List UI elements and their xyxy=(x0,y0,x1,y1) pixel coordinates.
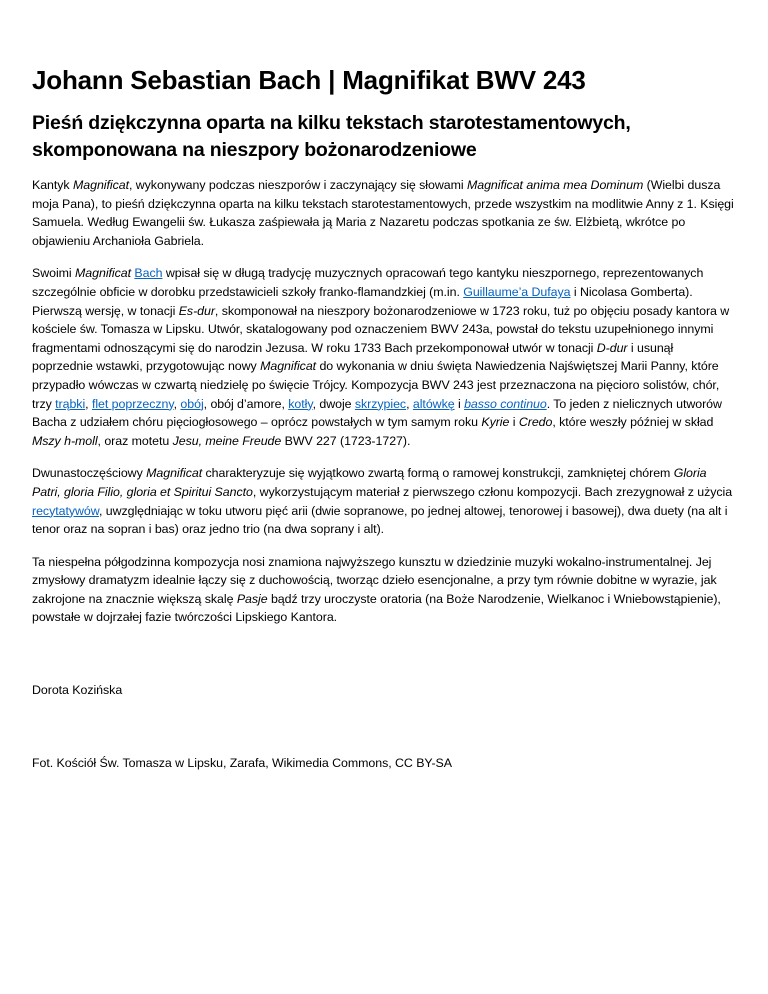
italic-run: Pasje xyxy=(236,591,268,606)
author-name: Dorota Kozińska xyxy=(32,683,123,698)
text-run: do wykonania w dniu święta Nawiedzenia Najświętszej Marii Panny, które przypadło wówczas w czwartą niedzielę po święcie Trójcy. Kompozycja BWV 243 jest przeznaczona na pięcioro solistów, chór, trzy xyxy=(32,359,720,411)
text-run: , xyxy=(406,396,413,411)
text-run: bądź trzy uroczyste oratoria (na Boże Narodzenie, Wielkanoc i Wniebowstąpienie), powstałe w dojrzałej fazie twórczości Lipskiego Kantora. xyxy=(32,591,721,625)
paragraph-history xyxy=(32,264,736,450)
text-run: , obój d’amore, xyxy=(203,396,289,411)
link-violins[interactable]: skrzypiec xyxy=(354,396,407,411)
text-run: wpisał się w długą tradycję muzycznych opracowań tego kantyku nieszpornego, reprezentowanych szczególnie obficie w dorobku przedstawicieli szkoły franko-flamandzkiej (m.in. xyxy=(32,266,704,299)
text-run: Kantyk xyxy=(32,178,73,192)
italic-run: Magnificat xyxy=(75,266,132,281)
text-run: , uwzględniając w toku utworu pięć arii (dwie sopranowe, po jednej altowej, tenorowej i basowej), dwa duety (na alt i tenor oraz na sopran i bas) oraz jedno trio (na dwa soprany i alt). xyxy=(32,503,728,537)
link-bach[interactable]: Bach xyxy=(134,266,163,281)
italic-run: Kyrie xyxy=(481,415,510,430)
link-dufay[interactable]: Guillaume’a Dufaya xyxy=(463,284,571,299)
paragraph-intro xyxy=(32,176,736,250)
italic-run: D-dur xyxy=(596,340,628,355)
document-subtitle: Pieśń dziękczynna oparta na kilku tekstach starotestamentowych, skomponowana na nieszpory bożonarodzeniowe xyxy=(32,112,631,161)
paragraph-structure xyxy=(32,464,736,538)
text-run: , xyxy=(85,396,92,411)
text-run: . To jeden z nielicznych utworów Bacha z udziałem chóru pięciogłosowego – oprócz powstałych w tym samym roku xyxy=(32,396,722,430)
link-timpani[interactable]: kotły xyxy=(288,396,313,411)
text-run: i xyxy=(454,396,465,411)
text-run: charakteryzuje się wyjątkowo zwartą formą o ramowej konstrukcji, zamkniętej chórem xyxy=(202,466,674,481)
text-run: BWV 227 (1723-1727). xyxy=(281,433,411,448)
link-viola[interactable]: altówkę xyxy=(412,396,455,411)
text-run: (Wielbi dusza moja Pana), to pieśń dziękczynna oparta na kilku tekstach starotestamentowych, przede wszystkim na modlitwie Anny z 1. Księgi Samuela. Według Ewangelii św. Łukasza zaśpiewała ją Maria z Nazaretu podczas spotkania ze św. Elżbietą, wkrótce po objawieniu Archanioła Gabriela. xyxy=(32,178,734,248)
photo-credit: Fot. Kościół Św. Tomasza w Lipsku, Zarafa, Wikimedia Commons, CC BY-SA xyxy=(32,755,452,770)
italic-run: Magnificat xyxy=(146,466,203,481)
link-flute[interactable]: flet poprzeczny xyxy=(91,396,174,411)
text-run: Ta niespełna półgodzinna kompozycja nosi znamiona najwyższego kunsztu w dziedzinie muzyki wokalno-instrumentalnej. Jej zmysłowy dramatyzm idealnie łączy się z duchowością, tworząc dzieło esencjonalne, a przy tym równie dobitne w wyrazie, jak zakrojone na znacznie większą skalę xyxy=(32,554,717,606)
text-run: , skomponował na nieszpory bożonarodzeniowe w 1723 roku, tuż po objęciu posady kantora w kościele św. Tomasza w Lipsku. Utwór, skatalogowany pod oznaczeniem BWV 243a, powstał do tekstu uzupełnionego innymi fragmentami odnoszącymi się do narodzin Jezusa. W roku 1733 Bach przekomponował utwór w tonacji xyxy=(32,303,730,355)
link-oboe[interactable]: obój xyxy=(180,396,204,411)
link-trumpets[interactable]: trąbki xyxy=(55,396,86,411)
text-run: , oraz motetu xyxy=(97,433,173,448)
link-basso-continuo[interactable] xyxy=(464,397,547,411)
document-title: Johann Sebastian Bach | Magnifikat BWV 243 xyxy=(32,65,586,95)
italic-run: basso continuo xyxy=(464,396,547,411)
italic-run: Magnificat anima mea Dominum xyxy=(466,178,644,192)
italic-run: Mszy h-moll xyxy=(32,433,98,448)
text-run: , wykorzystującym materiał z pierwszego członu kompozycji. Bach zrezygnował z użycia xyxy=(252,484,733,499)
text-run: Swoimi xyxy=(32,266,76,281)
italic-run: Magnificat xyxy=(260,359,317,374)
text-run: , które weszły później w skład xyxy=(552,415,714,430)
text-run: Dwunastoczęściowy xyxy=(32,466,147,481)
italic-run: Magnificat xyxy=(72,178,129,192)
italic-run: Credo xyxy=(518,415,553,430)
text-run: , xyxy=(173,396,181,411)
text-run: i Nicolasa Gomberta). Pierwszą wersję, w tonacji xyxy=(32,284,693,318)
paragraph-summary xyxy=(32,553,736,627)
text-run: i usunął poprzednie wstawki, przygotowując nowy xyxy=(32,340,674,374)
text-run: , wykonywany podczas nieszporów i zaczynający się słowami xyxy=(128,178,467,192)
text-run: i xyxy=(509,415,519,430)
link-recitatives[interactable]: recytatywów xyxy=(32,503,99,518)
italic-run: Jesu, meine Freude xyxy=(172,433,282,448)
italic-run: Gloria Patri, gloria Filio, gloria et Spiritui Sancto xyxy=(32,466,707,499)
italic-run: Es-dur xyxy=(178,303,215,318)
text-run: , dwoje xyxy=(312,396,355,411)
